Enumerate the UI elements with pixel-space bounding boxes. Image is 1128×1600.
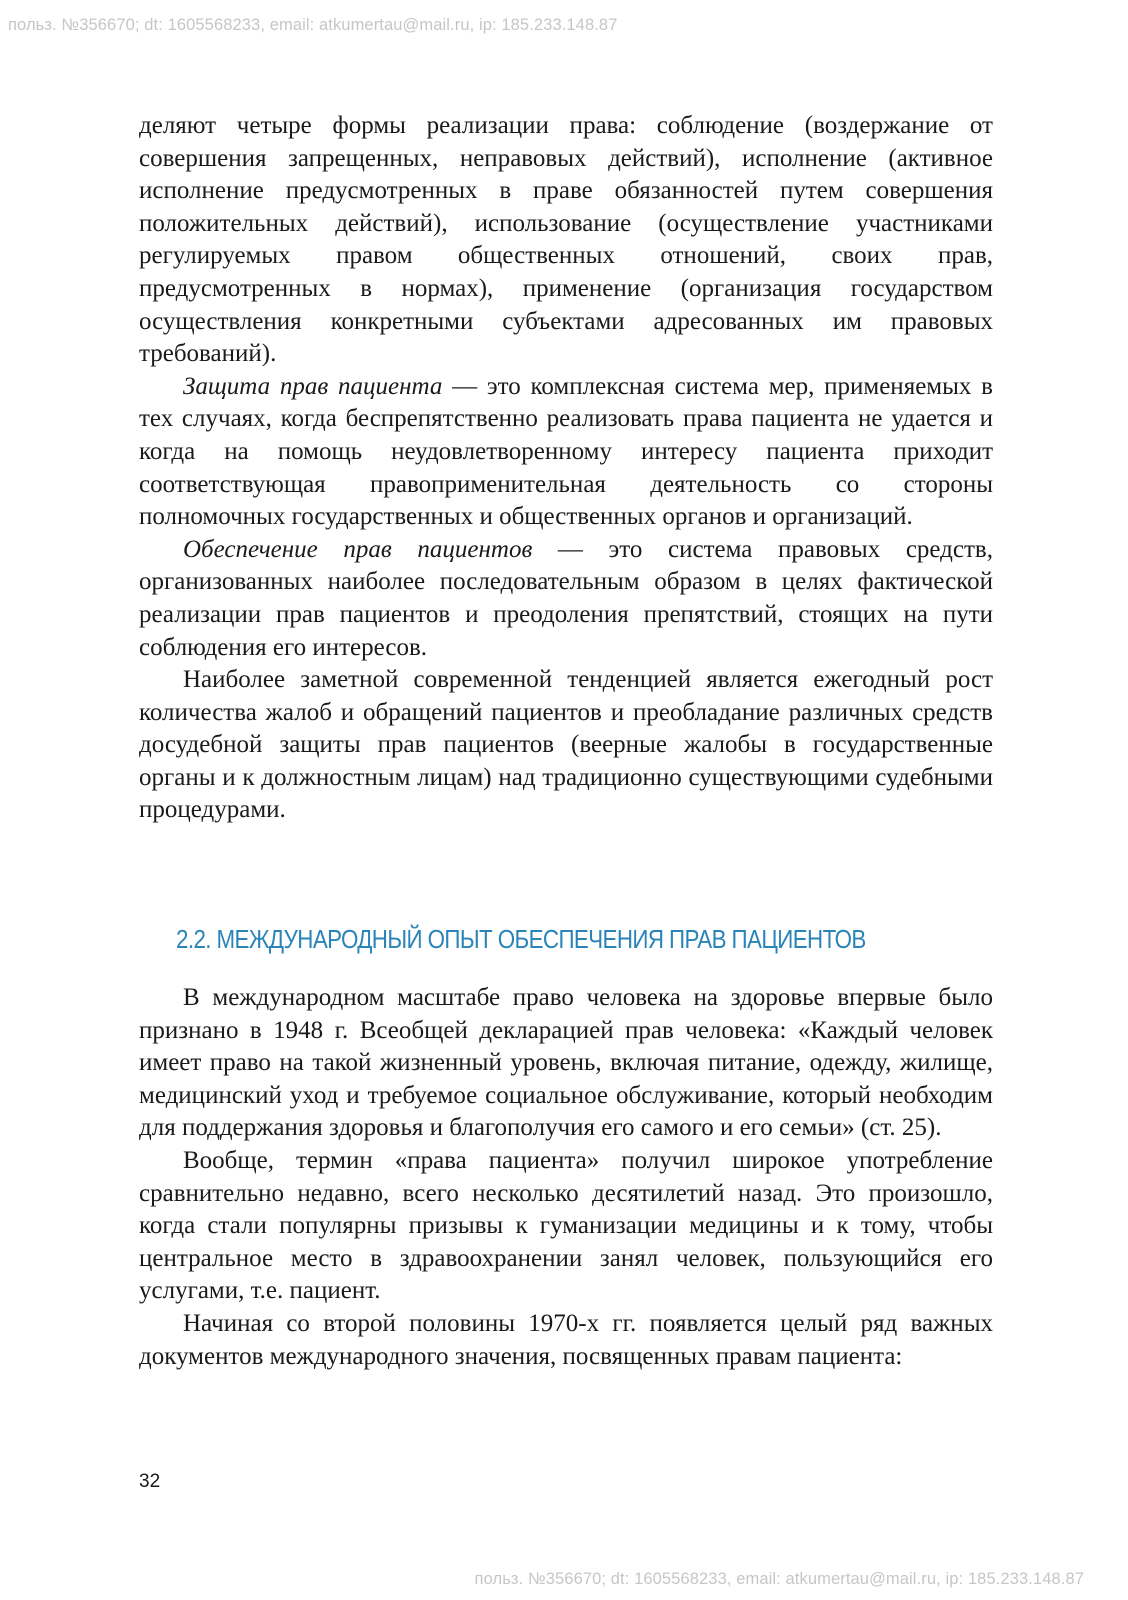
paragraph-3-text: — это система правовых средств, организованных наиболее последовательным образом в целях фактической реализации прав пациентов и преодоления препятствий, стоящих на пути соблюдения его интересов. <box>139 535 993 661</box>
section-heading: 2.2. МЕЖДУНАРОДНЫЙ ОПЫТ ОБЕСПЕЧЕНИЯ ПРАВ ПАЦИЕНТОВ <box>176 924 866 954</box>
paragraph-2 <box>139 371 993 534</box>
watermark-bottom: польз. №356670; dt: 1605568233, email: atkumertau@mail.ru, ip: 185.233.148.87 <box>474 1570 1084 1588</box>
body-text-bottom <box>139 982 993 1373</box>
body-text-top <box>139 110 993 827</box>
term-patient-rights-provision: Обеспечение прав пациентов <box>183 535 533 563</box>
watermark-top: польз. №356670; dt: 1605568233, email: atkumertau@mail.ru, ip: 185.233.148.87 <box>8 16 618 34</box>
term-patient-rights-protection: Защита прав пациента <box>183 372 443 400</box>
paragraph-3 <box>139 534 993 664</box>
page-number: 32 <box>139 1471 161 1492</box>
paragraph-7: Начиная со второй половины 1970-х гг. появляется целый ряд важных документов международного значения, посвященных правам пациента: <box>139 1309 993 1370</box>
paragraph-4: Наиболее заметной современной тенденцией является ежегодный рост количества жалоб и обращений пациентов и преобладание различных средств досудебной защиты прав пациентов (веерные жалобы в государственные органы и к должностным лицам) над традиционно существующими судебными процедурами. <box>139 666 993 824</box>
paragraph-5: В международном масштабе право человека на здоровье впервые было признано в 1948 г. Всеобщей декларацией прав человека: «Каждый человек имеет право на такой жизненный уровень, включая питание, одежду, жилище, медицинский уход и требуемое социальное обслуживание, который необходим для поддержания здоровья и благополучия его самого и его семьи» (ст. 25). <box>139 984 993 1142</box>
paragraph-2-text: — это комплексная система мер, применяемых в тех случаях, когда беспрепятственно реализовать права пациента не удается и когда на помощь неудовлетворенному интересу пациента приходит соответствующая правоприменительная деятельность со стороны полномочных государственных и общественных органов и организаций. <box>139 372 993 531</box>
paragraph-6: Вообще, термин «права пациента» получил широкое употребление сравнительно недавно, всего несколько десятилетий назад. Это произошло, когда стали популярны призывы к гуманизации медицины и к тому, чтобы центральное место в здравоохранении занял человек, пользующийся его услугами, т.е. пациент. <box>139 1146 993 1305</box>
paragraph-1: деляют четыре формы реализации права: соблюдение (воздержание от совершения запрещенных, неправовых действий), исполнение (активное исполнение предусмотренных в праве обязанностей путем совершения положительных действий), использование (осуществление участниками регулируемых правом общественных отношений, своих прав, предусмотренных в нормах), применение (организация государством осуществления конкретными субъектами адресованных им правовых требований). <box>139 112 993 368</box>
